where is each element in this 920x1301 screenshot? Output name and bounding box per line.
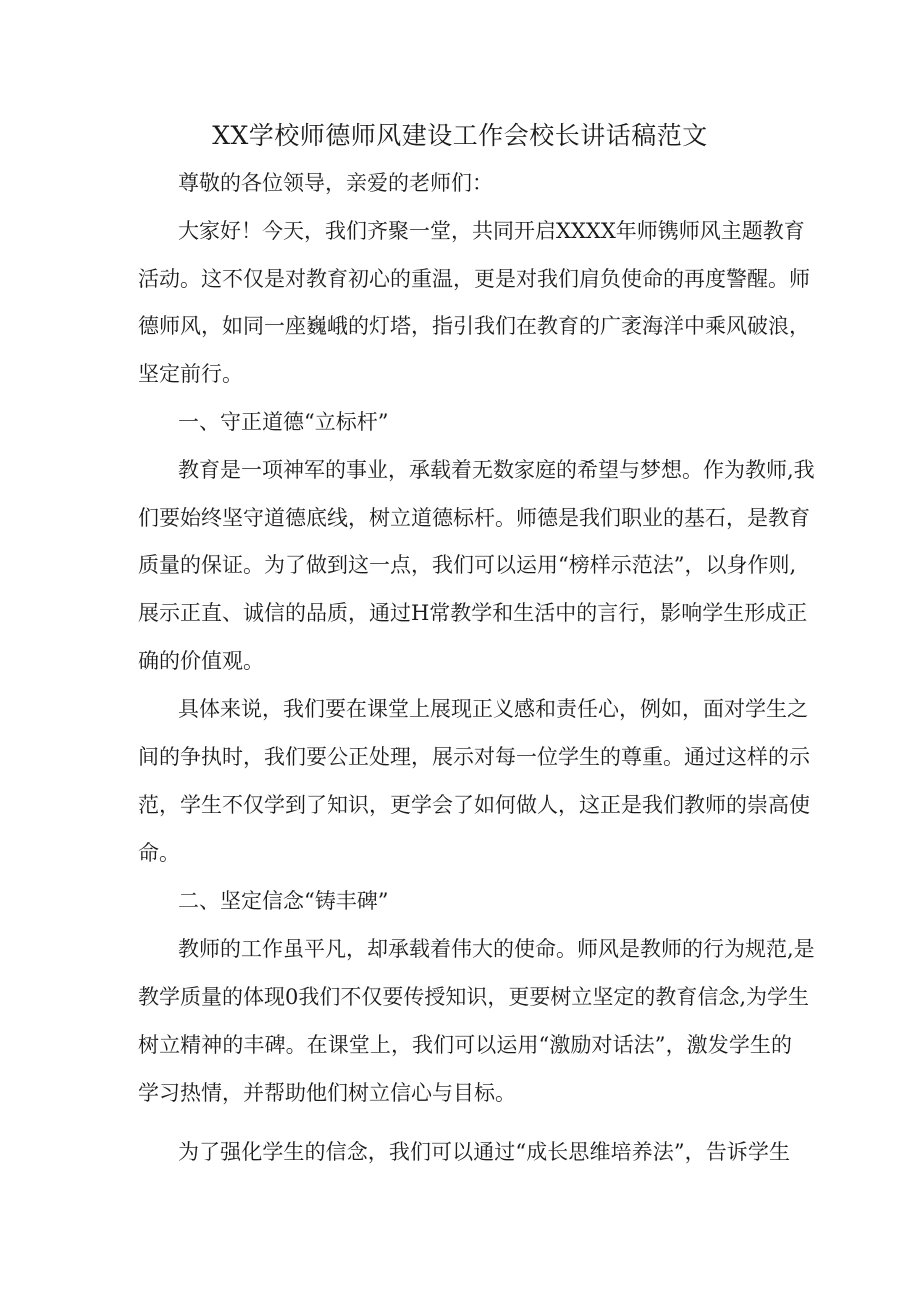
paragraph-line: 间的争执时，我们要公正处理，展示对每一位学生的尊重。通过这样的示 [138, 745, 810, 769]
paragraph-line: 命。 [138, 841, 180, 865]
paragraph-line: 教育是一项神军的事业，承载着无数家庭的希望与梦想。作为教师,我 [178, 458, 815, 482]
salutation: 尊敬的各位领导，亲爱的老师们： [178, 171, 493, 195]
paragraph-line: 坚定前行。 [138, 362, 243, 386]
paragraph-line: 学习热情，并帮助他们树立信心与目标。 [138, 1081, 516, 1105]
paragraph-line: 教学质量的体现0我们不仅要传授知识，更要树立坚定的教育信念,为学生 [138, 985, 810, 1009]
paragraph-line: 大家好！今天，我们齐聚一堂，共同开启XXXX年师镌师风主题教育 [178, 219, 805, 243]
paragraph-line: 们要始终坚守道德底线，树立道德标杆。师德是我们职业的基石，是教育 [138, 506, 810, 530]
page-title: XX学校师德师风建设工作会校长讲话稿范文 [212, 121, 708, 150]
paragraph-line: 具体来说，我们要在课堂上展现正义感和责任心，例如，面对学生之 [178, 697, 808, 721]
paragraph-line: 德师风，如同一座巍峨的灯塔，指引我们在教育的广袤海洋中乘风破浪， [138, 314, 810, 338]
paragraph-line: 展示正直、诚信的品质，通过H常教学和生活中的言行，影响学生形成正 [138, 601, 808, 625]
section-heading-2: 二、坚定信念“铸丰碑” [178, 889, 389, 913]
paragraph-line: 教师的工作虽平凡，却承载着伟大的使命。师风是教师的行为规范,是 [178, 937, 815, 961]
paragraph-line: 确的价值观。 [138, 649, 264, 673]
paragraph-line: 为了强化学生的信念，我们可以通过“成长思维培养法”，告诉学生 [178, 1140, 790, 1164]
section-heading-1: 一、守正道德“立标杆” [178, 410, 389, 434]
paragraph-line: 范，学生不仅学到了知识，更学会了如何做人，这正是我们教师的崇高使 [138, 793, 810, 817]
paragraph-line: 质量的保证。为了做到这一点，我们可以运用“榜样示范法”，以身作则, [138, 553, 797, 577]
paragraph-line: 活动。这不仅是对教育初心的重温，更是对我们肩负使命的再度警醒。师 [138, 267, 810, 291]
paragraph-line: 树立精神的丰碑。在课堂上，我们可以运用“激励对话法”，激发学生的 [138, 1033, 792, 1057]
